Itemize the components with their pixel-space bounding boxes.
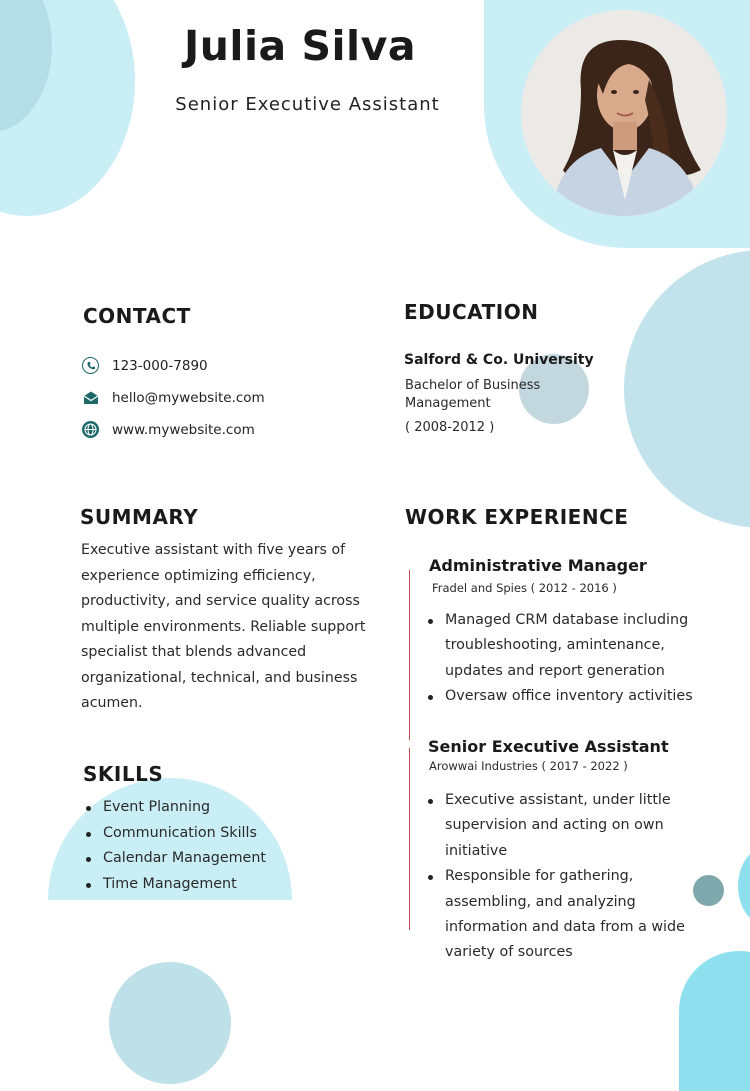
education-degree: Bachelor of Business Management bbox=[405, 378, 541, 411]
contact-phone bbox=[82, 357, 208, 374]
education-school: Salford & Co. University bbox=[404, 352, 594, 368]
skill-item: Communication Skills bbox=[83, 821, 266, 847]
decor-circle-right-edge bbox=[738, 846, 750, 926]
phone-icon bbox=[82, 357, 99, 374]
decor-shape-bottom-right bbox=[679, 951, 750, 1091]
phone-text: 123-000-7890 bbox=[112, 357, 208, 374]
job-bullet: Executive assistant, under little supervision and acting on own initiative bbox=[425, 788, 695, 864]
website-text: www.mywebsite.com bbox=[112, 421, 255, 438]
email-text: hello@mywebsite.com bbox=[112, 389, 265, 406]
contact-email bbox=[82, 389, 265, 406]
email-icon bbox=[82, 389, 99, 406]
contact-heading: CONTACT bbox=[83, 304, 191, 328]
job-role: Senior Executive Assistant bbox=[175, 94, 440, 115]
job-company: Arowwai Industries ( 2017 - 2022 ) bbox=[429, 759, 628, 773]
person-name: Julia Silva bbox=[183, 22, 417, 70]
education-years: ( 2008-2012 ) bbox=[405, 420, 495, 435]
skills-heading: SKILLS bbox=[83, 762, 164, 786]
work-heading: WORK EXPERIENCE bbox=[405, 505, 629, 529]
skill-item: Event Planning bbox=[83, 795, 266, 821]
job-bullets bbox=[425, 608, 715, 710]
skill-item: Time Management bbox=[83, 872, 266, 898]
timeline-line bbox=[409, 570, 410, 740]
summary-heading: SUMMARY bbox=[80, 505, 199, 529]
job-company: Fradel and Spies ( 2012 - 2016 ) bbox=[432, 581, 617, 595]
decor-circle-right-mid bbox=[624, 250, 750, 528]
globe-icon bbox=[82, 421, 99, 438]
skills-list bbox=[83, 795, 266, 897]
contact-website bbox=[82, 421, 255, 438]
summary-text: Executive assistant with five years of experience optimizing efficiency, productivity, and service quality across multiple environments. Reliable support specialist that blends advanced organizational, technical, and business acumen. bbox=[81, 542, 366, 711]
job-title: Senior Executive Assistant bbox=[428, 737, 669, 756]
job-bullet: Responsible for gathering, assembling, and analyzing information and data from a wide variety of sources bbox=[425, 864, 695, 966]
decor-circle-bottom-left bbox=[109, 962, 231, 1084]
job-bullet: Oversaw office inventory activities bbox=[425, 684, 715, 709]
skill-item: Calendar Management bbox=[83, 846, 266, 872]
timeline-line bbox=[409, 748, 410, 930]
job-title: Administrative Manager bbox=[429, 556, 647, 575]
job-bullet: Managed CRM database including troubleshooting, amintenance, updates and report generation bbox=[425, 608, 715, 684]
education-heading: EDUCATION bbox=[404, 300, 539, 324]
decor-dot-right bbox=[693, 875, 724, 906]
job-bullets bbox=[425, 788, 695, 966]
profile-photo bbox=[521, 10, 727, 216]
